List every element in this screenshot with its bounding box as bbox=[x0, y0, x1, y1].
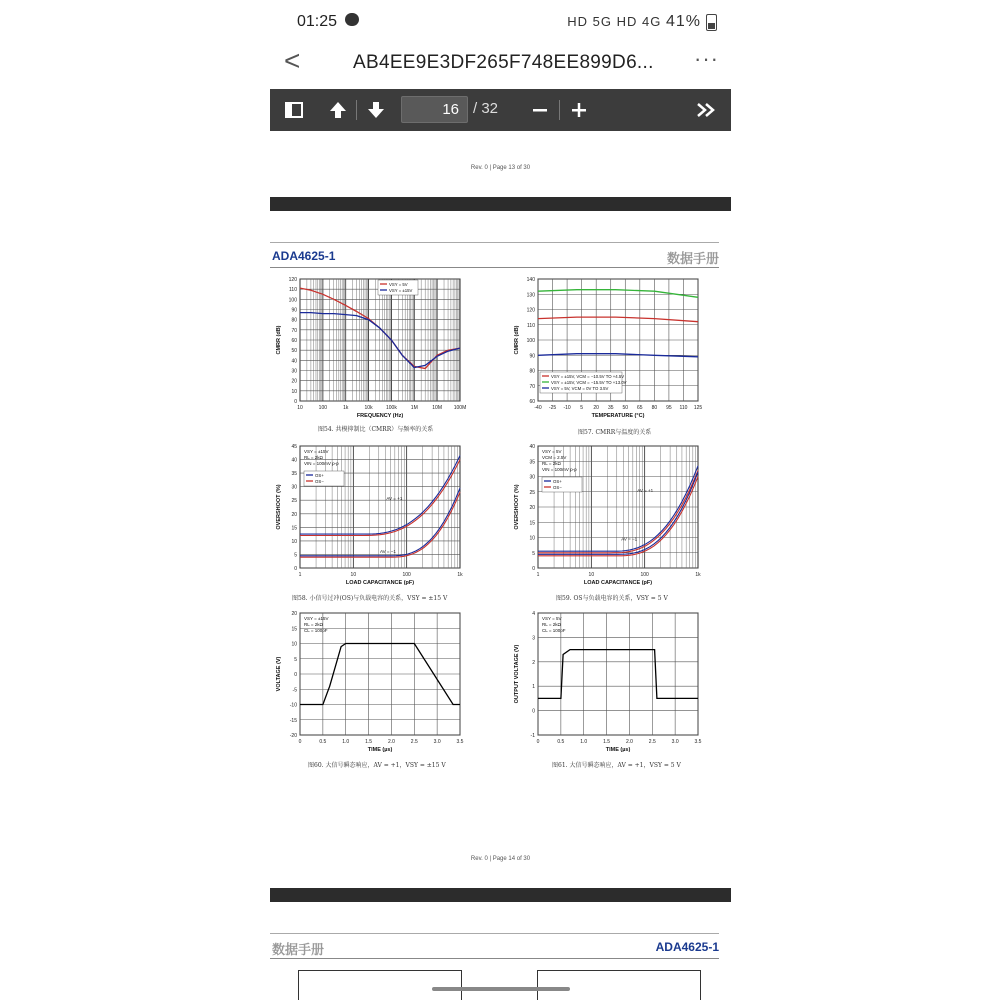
toolbar-divider bbox=[559, 100, 560, 120]
x-tick-label: 3.5 bbox=[694, 739, 702, 745]
x-tick-label: 0.5 bbox=[557, 739, 565, 745]
y-tick-label: 20 bbox=[529, 505, 535, 511]
x-tick-label: -10 bbox=[563, 405, 571, 411]
y-tick-label: 140 bbox=[526, 277, 535, 283]
y-tick-label: 45 bbox=[291, 444, 297, 450]
document-viewer[interactable] bbox=[270, 131, 731, 1000]
status-bar bbox=[270, 0, 731, 40]
y-tick-label: 90 bbox=[529, 353, 535, 360]
sidebar-icon bbox=[285, 102, 303, 118]
y-tick-label: 70 bbox=[291, 327, 297, 334]
y-tick-label: -10 bbox=[289, 702, 297, 709]
zoom-out-button[interactable] bbox=[528, 89, 552, 131]
chart-caption: 图60. 大信号瞬态响应，AV = +1，VSY = ±15 V bbox=[308, 762, 446, 769]
condition-text: RL = 2kΩ bbox=[542, 622, 561, 627]
condition-text: VSY = ±15V bbox=[304, 449, 329, 454]
y-tick-label: 10 bbox=[529, 535, 535, 542]
x-tick-label: 1.5 bbox=[603, 739, 611, 745]
condition-text: CL = 100pF bbox=[304, 628, 328, 633]
next-page-chart-frame bbox=[298, 970, 462, 1000]
double-chevron-right-icon bbox=[696, 102, 716, 118]
y-tick-label: 30 bbox=[291, 368, 297, 375]
x-tick-label: 65 bbox=[637, 405, 643, 411]
x-tick-label: 1 bbox=[298, 572, 302, 578]
y-axis-label: VOLTAGE (V) bbox=[276, 656, 282, 692]
y-tick-label: 35 bbox=[291, 471, 297, 478]
chart-large-signal-15v bbox=[270, 608, 485, 773]
y-tick-label: 40 bbox=[291, 457, 297, 464]
pdf-toolbar bbox=[270, 89, 731, 131]
page-count: / 32 bbox=[473, 100, 499, 117]
chart-overshoot-5v bbox=[508, 441, 723, 606]
x-tick-label: 2.5 bbox=[410, 739, 418, 745]
y-axis-label: CMRR (dB) bbox=[514, 325, 520, 355]
x-tick-label: 1k bbox=[695, 572, 701, 578]
y-tick-label: 3 bbox=[532, 635, 535, 642]
y-tick-label: -1 bbox=[530, 733, 535, 739]
app-header bbox=[270, 40, 731, 88]
x-tick-label: 125 bbox=[693, 405, 703, 411]
y-axis-label: CMRR (dB) bbox=[276, 325, 282, 355]
chart-caption: 图57. CMRR与温度的关系 bbox=[578, 429, 652, 436]
x-tick-label: 2.0 bbox=[387, 739, 395, 745]
y-tick-label: 5 bbox=[532, 550, 535, 557]
y-tick-label: 100 bbox=[288, 297, 297, 304]
y-tick-label: 0 bbox=[294, 399, 297, 405]
legend-box bbox=[304, 471, 344, 486]
x-tick-label: 80 bbox=[651, 405, 658, 411]
x-tick-label: 0 bbox=[536, 739, 540, 745]
x-tick-label: 35 bbox=[607, 405, 614, 411]
condition-text: VSY = 5V bbox=[542, 616, 562, 621]
zoom-in-button[interactable] bbox=[567, 89, 591, 131]
previous-page-button[interactable] bbox=[326, 89, 350, 131]
x-tick-label: 10M bbox=[432, 405, 443, 411]
y-tick-label: 110 bbox=[289, 287, 297, 294]
x-tick-label: 100M bbox=[453, 405, 467, 411]
x-tick-label: 95 bbox=[666, 405, 672, 411]
y-tick-label: 1 bbox=[532, 684, 535, 691]
y-tick-label: 0 bbox=[532, 566, 535, 572]
more-options-button[interactable]: ··· bbox=[694, 46, 719, 71]
x-tick-label: 1.0 bbox=[580, 739, 588, 745]
condition-text: RL = 2kΩ bbox=[304, 455, 323, 460]
y-tick-label: -5 bbox=[292, 687, 297, 694]
x-tick-label: 1k bbox=[457, 572, 463, 578]
x-tick-label: 100 bbox=[402, 572, 411, 578]
condition-text: VSY = ±15V bbox=[304, 616, 329, 621]
y-tick-label: 40 bbox=[291, 358, 297, 365]
x-tick-label: 3.5 bbox=[456, 739, 464, 745]
battery-percent: 41% bbox=[665, 13, 701, 30]
condition-text: CL = 100pF bbox=[542, 628, 566, 633]
condition-text: VSY = 5V bbox=[542, 449, 562, 454]
y-tick-label: 30 bbox=[529, 474, 535, 481]
page-footer: Rev. 0 | Page 14 of 30 bbox=[470, 856, 531, 862]
y-axis-label: OUTPUT VOLTAGE (V) bbox=[514, 644, 520, 704]
x-tick-label: 110 bbox=[679, 405, 688, 411]
page-header bbox=[270, 933, 719, 959]
legend-label: VSY = ±15V, VCM = −10.5V TO +4.5V bbox=[551, 374, 625, 379]
part-number: ADA4625-1 bbox=[272, 249, 336, 263]
y-tick-label: 120 bbox=[288, 277, 297, 283]
y-tick-label: 100 bbox=[526, 338, 535, 344]
chat-notification-icon bbox=[345, 13, 359, 26]
x-tick-label: -40 bbox=[534, 405, 542, 411]
x-tick-label: 2.0 bbox=[625, 739, 633, 745]
y-tick-label: 20 bbox=[291, 511, 297, 518]
x-tick-label: 0.5 bbox=[319, 739, 327, 745]
y-tick-label: 70 bbox=[529, 383, 535, 390]
x-axis-label: LOAD CAPACITANCE (pF) bbox=[583, 580, 653, 586]
y-tick-label: 0 bbox=[294, 566, 297, 572]
page-header bbox=[270, 242, 719, 268]
x-tick-label: 1M bbox=[410, 405, 418, 411]
toolbar-divider bbox=[356, 100, 357, 120]
condition-text: VIN = 100mV p-p bbox=[542, 467, 577, 472]
x-axis-label: TIME (µs) bbox=[605, 747, 631, 753]
minus-icon bbox=[532, 102, 548, 118]
x-tick-label: 0 bbox=[298, 739, 302, 745]
legend-label: OS− bbox=[315, 479, 324, 484]
phone-screen bbox=[270, 0, 731, 1000]
x-axis-label: TIME (µs) bbox=[367, 747, 393, 753]
annotation-label: AV = −1 bbox=[380, 549, 396, 555]
chart-caption: 图58. 小信号过冲(OS)与负载电容的关系，VSY = ±15 V bbox=[292, 595, 448, 602]
chart-cmrr-temperature bbox=[508, 274, 723, 439]
legend-label: VSY = 5V, VCM = 0V TO 3.5V bbox=[551, 386, 609, 391]
y-tick-label: 35 bbox=[529, 459, 535, 466]
y-tick-label: 40 bbox=[529, 444, 535, 450]
battery-icon bbox=[706, 14, 717, 31]
x-tick-label: -25 bbox=[548, 405, 557, 411]
x-axis-label: LOAD CAPACITANCE (pF) bbox=[345, 580, 415, 586]
x-tick-label: 100 bbox=[640, 572, 649, 578]
arrow-down-icon bbox=[366, 100, 386, 120]
x-tick-label: 10 bbox=[350, 572, 357, 578]
y-tick-label: 5 bbox=[294, 552, 297, 559]
x-tick-label: 5 bbox=[580, 405, 584, 411]
y-axis-label: OVERSHOOT (%) bbox=[514, 484, 520, 530]
y-tick-label: 5 bbox=[294, 656, 297, 663]
y-tick-label: 15 bbox=[291, 626, 297, 633]
condition-text: RL = 2kΩ bbox=[542, 461, 561, 466]
y-tick-label: 15 bbox=[291, 525, 297, 532]
sidebar-toggle-button[interactable] bbox=[282, 89, 306, 131]
condition-text: VCM = 2.5V bbox=[542, 455, 567, 460]
y-tick-label: 25 bbox=[529, 489, 535, 496]
x-tick-label: 1.0 bbox=[342, 739, 350, 745]
x-tick-label: 3.0 bbox=[671, 739, 679, 745]
x-tick-label: 3.0 bbox=[433, 739, 441, 745]
y-tick-label: -20 bbox=[289, 733, 297, 739]
x-tick-label: 1 bbox=[536, 572, 540, 578]
y-tick-label: 50 bbox=[291, 348, 297, 355]
plus-icon bbox=[571, 102, 587, 118]
y-tick-label: 30 bbox=[291, 484, 297, 491]
x-tick-label: 50 bbox=[622, 405, 629, 411]
legend-label: OS+ bbox=[315, 473, 324, 478]
y-tick-label: 110 bbox=[527, 322, 535, 329]
page-separator bbox=[270, 888, 731, 902]
condition-text: RL = 2kΩ bbox=[304, 622, 323, 627]
x-tick-label: 10k bbox=[364, 405, 373, 411]
y-tick-label: 25 bbox=[291, 498, 297, 505]
next-page-button[interactable] bbox=[364, 89, 388, 131]
x-tick-label: 100 bbox=[318, 405, 328, 411]
page-separator bbox=[270, 197, 731, 211]
annotation-label: AV = −1 bbox=[621, 536, 638, 542]
x-tick-label: 10 bbox=[297, 405, 303, 411]
x-axis-label: TEMPERATURE (°C) bbox=[591, 413, 645, 419]
network-status: HD 5G HD 4G bbox=[567, 14, 662, 29]
chart-overshoot-15v bbox=[270, 441, 485, 606]
legend-label: OS+ bbox=[553, 479, 562, 484]
legend-box bbox=[542, 477, 582, 492]
chart-caption: 图54. 共模抑制比（CMRR）与频率的关系 bbox=[318, 426, 434, 433]
x-tick-label: 10 bbox=[588, 572, 595, 578]
page-number-input[interactable]: 16 bbox=[401, 96, 468, 123]
chart-large-signal-5v bbox=[508, 608, 723, 773]
annotation-label: AV = +1 bbox=[637, 487, 654, 493]
x-tick-label: 1.5 bbox=[365, 739, 373, 745]
y-tick-label: 90 bbox=[291, 307, 297, 314]
y-tick-label: 2 bbox=[532, 659, 535, 666]
next-page-chart-frame bbox=[537, 970, 701, 1000]
legend-label: VSY = ±15V bbox=[389, 288, 413, 293]
y-tick-label: 130 bbox=[526, 292, 535, 299]
x-tick-label: 2.5 bbox=[648, 739, 656, 745]
legend-label: VSY = 5V bbox=[389, 282, 408, 287]
y-tick-label: 20 bbox=[291, 378, 297, 385]
y-tick-label: 15 bbox=[529, 520, 535, 527]
home-indicator[interactable] bbox=[432, 987, 570, 991]
arrow-up-icon bbox=[328, 100, 348, 120]
chart-cmrr-frequency bbox=[270, 274, 485, 439]
y-tick-label: 80 bbox=[291, 317, 297, 324]
y-axis-label: OVERSHOOT (%) bbox=[276, 484, 282, 530]
datasheet-label: 数据手册 bbox=[272, 942, 325, 957]
legend-label: VSY = ±15V, VCM = −15.5V TO +13.0V bbox=[551, 380, 627, 385]
page-footer: Rev. 0 | Page 13 of 30 bbox=[470, 165, 531, 171]
y-tick-label: 10 bbox=[291, 538, 297, 545]
back-button[interactable]: < bbox=[284, 45, 301, 76]
condition-text: VIN = 100mV p-p bbox=[304, 461, 339, 466]
y-tick-label: -15 bbox=[289, 717, 297, 724]
document-title: AB4EE9E3DF265F748EE899D6... bbox=[353, 52, 654, 73]
signal-icons bbox=[567, 13, 701, 31]
chart-caption: 图61. 大信号瞬态响应，AV = +1，VSY = 5 V bbox=[552, 762, 681, 769]
y-tick-label: 120 bbox=[526, 307, 535, 314]
x-axis-label: FREQUENCY (Hz) bbox=[356, 413, 404, 419]
y-tick-label: 0 bbox=[294, 672, 297, 678]
y-tick-label: 10 bbox=[291, 388, 297, 395]
annotation-label: AV = +1 bbox=[386, 496, 403, 502]
y-tick-label: 10 bbox=[291, 641, 297, 648]
more-tools-button[interactable] bbox=[693, 89, 719, 131]
x-tick-label: 1k bbox=[343, 405, 349, 411]
x-tick-label: 100k bbox=[386, 405, 397, 411]
y-tick-label: 60 bbox=[291, 338, 297, 344]
y-tick-label: 20 bbox=[291, 611, 297, 617]
datasheet-label: 数据手册 bbox=[666, 251, 719, 266]
legend-label: OS− bbox=[553, 485, 562, 490]
part-number: ADA4625-1 bbox=[655, 940, 719, 954]
y-tick-label: 0 bbox=[532, 708, 535, 715]
y-tick-label: 80 bbox=[529, 368, 535, 375]
y-tick-label: 60 bbox=[529, 399, 535, 405]
y-tick-label: 4 bbox=[532, 611, 535, 617]
chart-caption: 图59. OS与负载电容的关系，VSY = 5 V bbox=[556, 595, 668, 602]
x-tick-label: 20 bbox=[593, 405, 599, 411]
status-time: 01:25 bbox=[297, 13, 338, 30]
